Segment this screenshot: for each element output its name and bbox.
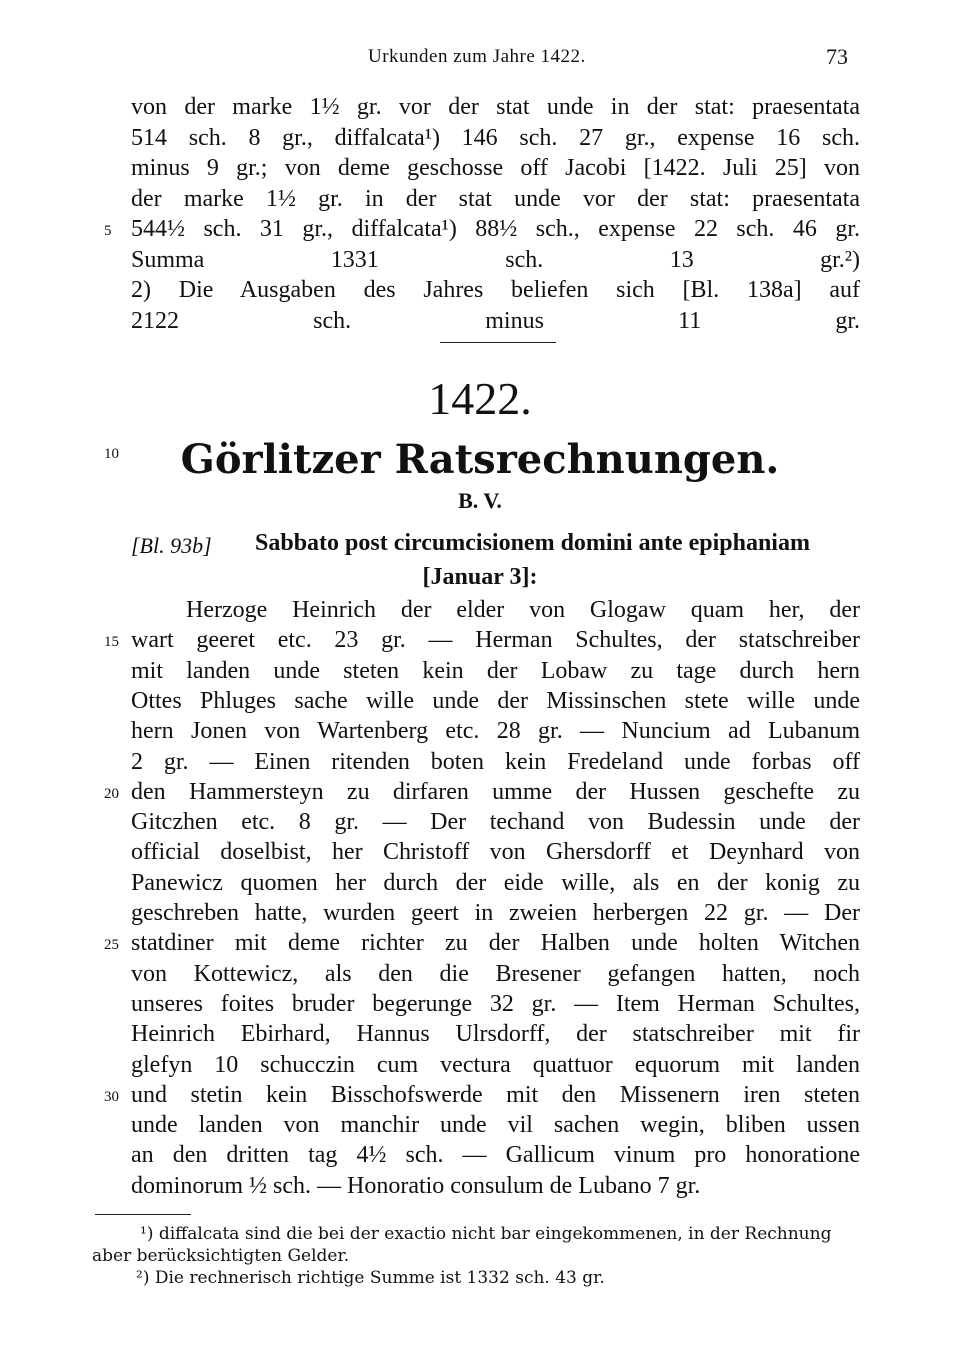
top-line-text: 2) Die Ausgaben des Jahres beliefen sich [Bl. 138a] auf — [131, 277, 860, 303]
footnote-rule — [95, 1214, 191, 1215]
section-subtitle: B. V. — [458, 488, 502, 513]
body-line-text: wart geeret etc. 23 gr. — Herman Schultes, der statschreiber — [131, 627, 860, 654]
top-line-text: von der marke 1½ gr. vor der stat unde in der stat: praesentata — [131, 94, 860, 120]
top-line-text: 514 sch. 8 gr., diffalcata¹) 146 sch. 27 gr., expense 16 sch. — [131, 124, 860, 151]
top-line-text: minus 9 gr.; von deme geschosse off Jacobi [1422. Juli 25] von — [131, 155, 860, 181]
top-line — [0, 275, 960, 305]
top-line-text: Summa 1331 sch. 13 gr.²) — [131, 246, 860, 273]
separator-rule — [440, 342, 556, 343]
body-line-text: an den dritten tag 4½ sch. — Gallicum vinum pro honoratione — [131, 1142, 860, 1169]
margin-reference: [Bl. 93b] — [131, 533, 212, 558]
body-line — [0, 898, 960, 928]
footnote-1-cont: aber berücksichtigten Gelder. — [92, 1246, 350, 1266]
body-line-text: Heinrich Ebirhard, Hannus Ulrsdorff, der statschreiber mit fir — [131, 1021, 860, 1048]
top-line-text: der marke 1½ gr. in der stat unde vor der stat: praesentata — [131, 185, 860, 212]
body-line-text: hern Jonen von Wartenberg etc. 28 gr. — Nuncium ad Lubanum — [131, 718, 860, 745]
body-line-text: und stetin kein Bisschofswerde mit den Missenern iren steten — [131, 1081, 860, 1108]
body-line-text: unseres foites bruder begerunge 32 gr. — Item Herman Schultes, — [131, 990, 860, 1017]
body-line — [0, 747, 960, 777]
body-line — [0, 625, 960, 655]
line-number: 5 — [104, 223, 112, 239]
footnote-2: ²) Die rechnerisch richtige Summe ist 1332 sch. 43 gr. — [136, 1268, 605, 1288]
line-number: 20 — [104, 785, 119, 802]
body-line — [0, 1019, 960, 1049]
header-title: Urkunden zum Jahre 1422. — [368, 46, 586, 67]
top-line — [0, 245, 960, 275]
body-line — [0, 989, 960, 1019]
body-line — [0, 959, 960, 989]
page-number: 73 — [826, 44, 848, 69]
top-line — [0, 92, 960, 122]
body-line — [0, 1110, 960, 1140]
body-line — [0, 928, 960, 958]
body-line-text: statdiner mit deme richter zu der Halben unde holten Witchen — [131, 930, 860, 957]
body-line — [0, 807, 960, 837]
body-line — [0, 716, 960, 746]
body-line — [0, 1080, 960, 1110]
body-line — [0, 1171, 960, 1201]
body-line-text: official doselbist, her Christoff von Ghersdorff et Deynhard von — [131, 839, 860, 866]
body-line-text: den Hammersteyn zu dirfaren umme der Hussen geschefte zu — [131, 778, 860, 805]
entry-heading-date: [Januar 3]: — [422, 564, 538, 590]
body-line-text: Panewicz quomen her durch der eide wille, als en der konig zu — [131, 869, 860, 896]
body-line-text: Herzoge Heinrich der elder von Glogaw quam her, der — [186, 597, 860, 623]
entry-heading: Sabbato post circumcisionem domini ante epiphaniam — [255, 530, 810, 556]
body-line — [0, 656, 960, 686]
body-line-text: unde landen von manchir unde vil sachen wegin, bliben ussen — [131, 1112, 860, 1139]
body-line — [0, 1140, 960, 1170]
top-line — [0, 214, 960, 244]
line-number: 10 — [104, 446, 119, 462]
body-line-text: mit landen unde steten kein der Lobaw zu tage durch hern — [131, 657, 860, 684]
body-line-text: Ottes Phluges sache wille unde der Missinschen stete wille unde — [131, 687, 860, 714]
running-header — [0, 40, 960, 80]
body-line-text: von Kottewicz, als den die Bresener gefangen hatten, noch — [131, 960, 860, 987]
top-line — [0, 306, 960, 336]
body-line — [0, 595, 960, 625]
body-line — [0, 868, 960, 898]
line-number: 15 — [104, 634, 119, 651]
top-line — [0, 153, 960, 183]
body-line-text: glefyn 10 schucczin cum vectura quattuor equorum mit landen — [131, 1051, 860, 1078]
body-line — [0, 777, 960, 807]
line-number: 25 — [104, 937, 119, 954]
section-title: Görlitzer Ratsrechnungen. — [180, 436, 780, 483]
body-line-text: 2 gr. — Einen ritenden boten kein Fredeland unde forbas off — [131, 748, 860, 775]
body-line — [0, 837, 960, 867]
body-line-text: geschreben hatte, wurden geert in zweien herbergen 22 gr. — Der — [131, 900, 860, 926]
section-year: 1422. — [428, 373, 532, 424]
body-line-text: dominorum ½ sch. — Honoratio consulum de Lubano 7 gr. — [131, 1172, 701, 1199]
body-line — [0, 1050, 960, 1080]
body-line — [0, 686, 960, 716]
line-number: 30 — [104, 1088, 119, 1105]
top-line — [0, 123, 960, 153]
top-line-text: 544½ sch. 31 gr., diffalcata¹) 88½ sch., expense 22 sch. 46 gr. — [131, 216, 860, 242]
top-line — [0, 184, 960, 214]
top-line-text: 2122 sch. minus 11 gr. — [131, 307, 860, 334]
footnote-1: ¹) diffalcata sind die bei der exactio nicht bar eingekommenen, in der Rechnung — [140, 1224, 832, 1244]
body-line-text: Gitczhen etc. 8 gr. — Der techand von Budessin unde der — [131, 809, 860, 836]
